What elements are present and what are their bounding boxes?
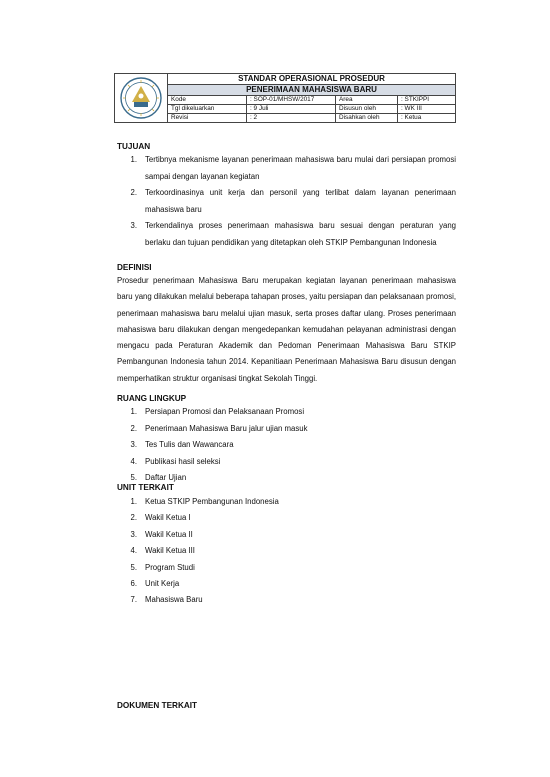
list-text: Persiapan Promosi dan Pelaksanaan Promosi [145, 407, 305, 416]
list-number: 2. [130, 188, 137, 197]
list-item [117, 454, 456, 471]
list-text: Wakil Ketua I [145, 513, 191, 523]
list-number: 2. [130, 513, 137, 523]
list-number: 5. [130, 473, 137, 483]
list-number: 1. [130, 407, 137, 416]
list-item [117, 527, 456, 543]
meta-value: : SOP-01/MHSW/2017 [247, 96, 336, 105]
meta-value: : STKIPPI [398, 96, 456, 105]
list-item [117, 218, 456, 251]
meta-value: : Ketua [398, 114, 456, 123]
list-item [117, 510, 456, 526]
list-text: Wakil Ketua III [145, 546, 195, 556]
sop-title: STANDAR OPERASIONAL PROSEDUR [168, 74, 456, 85]
list-text: Mahasiswa Baru [145, 595, 203, 605]
list-item [117, 185, 456, 218]
list-text: Wakil Ketua II [145, 529, 193, 539]
list-number: 6. [130, 579, 137, 589]
list-number: 3. [130, 440, 137, 450]
list-number: 1. [130, 155, 137, 164]
list-number: 3. [130, 529, 137, 539]
sop-header-table [114, 73, 456, 123]
list-item [117, 494, 456, 510]
list-text: Unit Kerja [145, 579, 180, 589]
tujuan-list [117, 152, 456, 251]
list-number: 5. [130, 562, 137, 572]
list-item [117, 560, 456, 576]
meta-label: Kode [168, 96, 247, 105]
list-item [117, 437, 456, 454]
list-text: Penerimaan Mahasiswa Baru jalur ujian masuk [145, 423, 308, 433]
list-text: Ketua STKIP Pembangunan Indonesia [145, 497, 279, 506]
list-text: Terkoordinasinya unit kerja dan personil yang terlibat dalam layanan penerimaan mahasiswa baru [145, 188, 456, 214]
list-text: Tes Tulis dan Wawancara [145, 440, 234, 450]
list-number: 7. [130, 595, 137, 605]
list-number: 3. [130, 221, 137, 230]
list-item [117, 404, 456, 421]
list-item [117, 421, 456, 438]
ruang-lingkup-list [117, 404, 456, 487]
meta-value: : 9 Juli [247, 105, 336, 114]
definisi-paragraph: Prosedur penerimaan Mahasiswa Baru merupakan kegiatan layanan penerimaan mahasiswa baru yang dilakukan melalui beberapa tahapan proses, yaitu persiapan dan pelaksanaan promosi, penerimaan mahasiswa baru melalui ujian masuk, serta proses daftar ulang. Proses penerimaan mahasiswa baru dilakukan dengan mengedepankan kemudahan pelayanan administrasi dengan mengacu pada Peraturan Akademik dan Pedoman Penerimaan Mahasiswa Baru STKIP Pembangunan Indonesia tahun 2014. Kepanitiaan Penerimaan Mahasiswa Baru disusun dengan memperhatikan struktur organisasi tingkat Sekolah Tinggi. [117, 276, 456, 383]
meta-value: : 2 [247, 114, 336, 123]
list-text: Publikasi hasil seleksi [145, 456, 221, 466]
section-heading-tujuan: TUJUAN [117, 142, 151, 151]
meta-label: Disahkan oleh [336, 114, 398, 123]
meta-value: : WK III [398, 105, 456, 114]
list-text: Daftar Ujian [145, 473, 187, 483]
meta-label: Area [336, 96, 398, 105]
list-text: Tertibnya mekanisme layanan penerimaan mahasiswa baru mulai dari persiapan promosi sampai dengan layanan kegiatan [145, 155, 456, 181]
list-number: 4. [130, 456, 137, 466]
institution-seal-logo [119, 76, 163, 120]
list-item [117, 592, 456, 608]
section-heading-dokumen-terkait: DOKUMEN TERKAIT [117, 701, 198, 710]
meta-label: Disusun oleh [336, 105, 398, 114]
section-heading-unit-terkait: UNIT TERKAIT [117, 483, 174, 492]
list-text: Program Studi [145, 562, 195, 572]
meta-label: Revisi [168, 114, 247, 123]
list-item [117, 543, 456, 559]
sop-subtitle: PENERIMAAN MAHASISWA BARU [168, 85, 456, 96]
section-heading-ruang-lingkup: RUANG LINGKUP [117, 394, 187, 403]
list-text: Terkendalinya proses penerimaan mahasiswa baru sesuai dengan peraturan yang berlaku dan tujuan pendidikan yang ditetapkan oleh STKIP Pembangunan Indonesia [145, 221, 456, 247]
section-heading-definisi: DEFINISI [117, 263, 152, 272]
list-number: 4. [130, 546, 137, 556]
list-item [117, 152, 456, 185]
meta-label: Tgl dikeluarkan [168, 105, 247, 114]
unit-terkait-list [117, 494, 456, 609]
list-item [117, 576, 456, 592]
list-number: 2. [130, 423, 137, 433]
list-number: 1. [130, 497, 137, 506]
logo-cell [115, 74, 168, 123]
